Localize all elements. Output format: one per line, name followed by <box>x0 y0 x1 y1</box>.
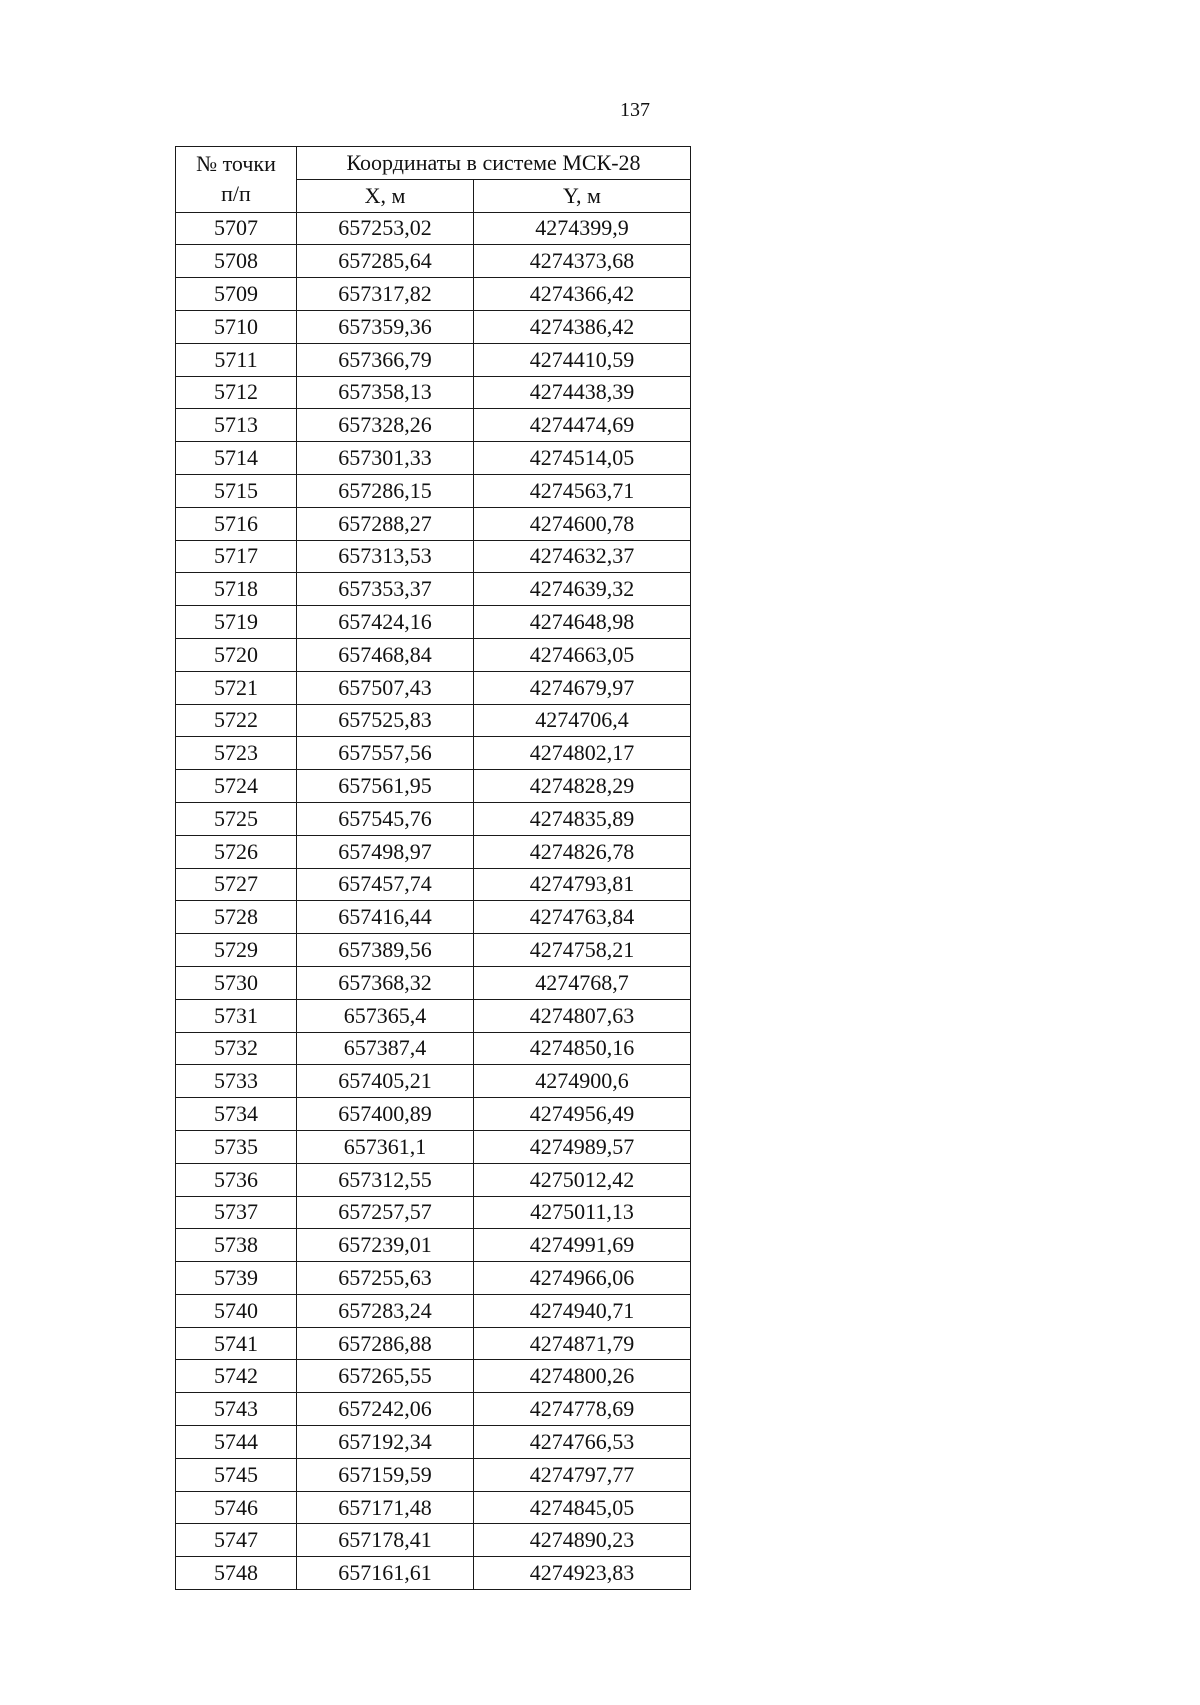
point-number-cell: 5742 <box>176 1360 297 1393</box>
table-row <box>176 966 691 999</box>
point-number-cell: 5738 <box>176 1229 297 1262</box>
table-row <box>176 1360 691 1393</box>
x-coordinate-cell: 657561,95 <box>297 770 474 803</box>
y-coordinate-cell: 4274835,89 <box>474 802 691 835</box>
x-coordinate-cell: 657312,55 <box>297 1163 474 1196</box>
table-row <box>176 278 691 311</box>
table-row <box>176 671 691 704</box>
point-number-cell: 5717 <box>176 540 297 573</box>
point-number-cell: 5732 <box>176 1032 297 1065</box>
y-coordinate-cell: 4274474,69 <box>474 409 691 442</box>
x-coordinate-cell: 657557,56 <box>297 737 474 770</box>
point-number-cell: 5741 <box>176 1327 297 1360</box>
x-coordinate-cell: 657178,41 <box>297 1524 474 1557</box>
y-coordinate-cell: 4274797,77 <box>474 1458 691 1491</box>
point-number-cell: 5722 <box>176 704 297 737</box>
table-row <box>176 770 691 803</box>
table-row <box>176 409 691 442</box>
table-row <box>176 999 691 1032</box>
x-coordinate-cell: 657313,53 <box>297 540 474 573</box>
y-coordinate-cell: 4274386,42 <box>474 310 691 343</box>
point-number-cell: 5740 <box>176 1294 297 1327</box>
y-coordinate-cell: 4274600,78 <box>474 507 691 540</box>
x-coordinate-cell: 657239,01 <box>297 1229 474 1262</box>
y-coordinate-cell: 4274763,84 <box>474 901 691 934</box>
table-row <box>176 1262 691 1295</box>
y-coordinate-cell: 4274679,97 <box>474 671 691 704</box>
point-number-cell: 5739 <box>176 1262 297 1295</box>
x-coordinate-cell: 657400,89 <box>297 1098 474 1131</box>
y-coordinate-cell: 4274366,42 <box>474 278 691 311</box>
table-row <box>176 1557 691 1590</box>
x-coordinate-cell: 657507,43 <box>297 671 474 704</box>
table-row <box>176 343 691 376</box>
point-number-cell: 5710 <box>176 310 297 343</box>
y-coordinate-cell: 4274563,71 <box>474 474 691 507</box>
table-body <box>176 212 691 1589</box>
y-coordinate-cell: 4274438,39 <box>474 376 691 409</box>
point-number-cell: 5720 <box>176 638 297 671</box>
table-row <box>176 507 691 540</box>
y-coordinate-cell: 4274373,68 <box>474 245 691 278</box>
table-row <box>176 802 691 835</box>
x-coordinate-cell: 657525,83 <box>297 704 474 737</box>
x-coordinate-cell: 657171,48 <box>297 1491 474 1524</box>
table-row <box>176 1426 691 1459</box>
y-coordinate-cell: 4274399,9 <box>474 212 691 245</box>
table-row <box>176 310 691 343</box>
x-column-header: X, м <box>297 179 474 212</box>
table-row <box>176 442 691 475</box>
y-coordinate-cell: 4274900,6 <box>474 1065 691 1098</box>
x-coordinate-cell: 657161,61 <box>297 1557 474 1590</box>
table-row <box>176 212 691 245</box>
y-coordinate-cell: 4274514,05 <box>474 442 691 475</box>
point-number-cell: 5736 <box>176 1163 297 1196</box>
y-coordinate-cell: 4274663,05 <box>474 638 691 671</box>
y-coordinate-cell: 4274850,16 <box>474 1032 691 1065</box>
point-number-cell: 5735 <box>176 1130 297 1163</box>
point-number-cell: 5730 <box>176 966 297 999</box>
point-number-cell: 5726 <box>176 835 297 868</box>
y-coordinate-cell: 4274966,06 <box>474 1262 691 1295</box>
y-coordinate-cell: 4274828,29 <box>474 770 691 803</box>
point-number-cell: 5715 <box>176 474 297 507</box>
table-row <box>176 1163 691 1196</box>
y-coordinate-cell: 4274758,21 <box>474 934 691 967</box>
point-number-cell: 5743 <box>176 1393 297 1426</box>
x-coordinate-cell: 657192,34 <box>297 1426 474 1459</box>
table-row <box>176 1294 691 1327</box>
point-number-cell: 5746 <box>176 1491 297 1524</box>
x-coordinate-cell: 657285,64 <box>297 245 474 278</box>
x-coordinate-cell: 657317,82 <box>297 278 474 311</box>
x-coordinate-cell: 657286,88 <box>297 1327 474 1360</box>
point-number-cell: 5737 <box>176 1196 297 1229</box>
y-coordinate-cell: 4274706,4 <box>474 704 691 737</box>
point-number-cell: 5709 <box>176 278 297 311</box>
x-coordinate-cell: 657389,56 <box>297 934 474 967</box>
point-number-cell: 5724 <box>176 770 297 803</box>
table-row <box>176 1098 691 1131</box>
x-coordinate-cell: 657286,15 <box>297 474 474 507</box>
y-coordinate-cell: 4274871,79 <box>474 1327 691 1360</box>
x-coordinate-cell: 657358,13 <box>297 376 474 409</box>
table-row <box>176 573 691 606</box>
table-row <box>176 704 691 737</box>
x-coordinate-cell: 657387,4 <box>297 1032 474 1065</box>
point-number-cell: 5723 <box>176 737 297 770</box>
y-coordinate-cell: 4274778,69 <box>474 1393 691 1426</box>
point-number-cell: 5731 <box>176 999 297 1032</box>
point-number-cell: 5713 <box>176 409 297 442</box>
point-number-cell: 5725 <box>176 802 297 835</box>
x-coordinate-cell: 657159,59 <box>297 1458 474 1491</box>
point-number-cell: 5727 <box>176 868 297 901</box>
y-coordinate-cell: 4274766,53 <box>474 1426 691 1459</box>
y-coordinate-cell: 4274826,78 <box>474 835 691 868</box>
x-coordinate-cell: 657416,44 <box>297 901 474 934</box>
point-number-cell: 5734 <box>176 1098 297 1131</box>
point-number-header <box>176 147 297 213</box>
table-row <box>176 1196 691 1229</box>
x-coordinate-cell: 657365,4 <box>297 999 474 1032</box>
x-coordinate-cell: 657498,97 <box>297 835 474 868</box>
y-coordinate-cell: 4275012,42 <box>474 1163 691 1196</box>
y-coordinate-cell: 4274648,98 <box>474 606 691 639</box>
table-row <box>176 1393 691 1426</box>
x-coordinate-cell: 657468,84 <box>297 638 474 671</box>
header-row-1 <box>176 147 691 180</box>
table-row <box>176 1032 691 1065</box>
y-coordinate-cell: 4274890,23 <box>474 1524 691 1557</box>
y-coordinate-cell: 4274845,05 <box>474 1491 691 1524</box>
y-coordinate-cell: 4275011,13 <box>474 1196 691 1229</box>
y-coordinate-cell: 4274632,37 <box>474 540 691 573</box>
table-row <box>176 1065 691 1098</box>
x-coordinate-cell: 657288,27 <box>297 507 474 540</box>
coordinates-group-header: Координаты в системе МСК-28 <box>297 147 691 180</box>
table-row <box>176 835 691 868</box>
x-coordinate-cell: 657253,02 <box>297 212 474 245</box>
y-coordinate-cell: 4274940,71 <box>474 1294 691 1327</box>
y-coordinate-cell: 4274807,63 <box>474 999 691 1032</box>
table-row <box>176 934 691 967</box>
point-number-cell: 5747 <box>176 1524 297 1557</box>
point-number-cell: 5719 <box>176 606 297 639</box>
y-coordinate-cell: 4274802,17 <box>474 737 691 770</box>
y-coordinate-cell: 4274793,81 <box>474 868 691 901</box>
point-number-cell: 5729 <box>176 934 297 967</box>
point-number-cell: 5711 <box>176 343 297 376</box>
point-number-header-line1: № точки <box>196 151 276 177</box>
x-coordinate-cell: 657545,76 <box>297 802 474 835</box>
x-coordinate-cell: 657368,32 <box>297 966 474 999</box>
y-coordinate-cell: 4274989,57 <box>474 1130 691 1163</box>
y-column-header: Y, м <box>474 179 691 212</box>
x-coordinate-cell: 657353,37 <box>297 573 474 606</box>
table-row <box>176 245 691 278</box>
point-number-cell: 5744 <box>176 1426 297 1459</box>
point-number-cell: 5714 <box>176 442 297 475</box>
point-number-cell: 5733 <box>176 1065 297 1098</box>
page-number: 137 <box>620 99 650 121</box>
table-row <box>176 1458 691 1491</box>
x-coordinate-cell: 657265,55 <box>297 1360 474 1393</box>
table-row <box>176 1491 691 1524</box>
x-coordinate-cell: 657255,63 <box>297 1262 474 1295</box>
point-number-header-line2: п/п <box>221 181 251 207</box>
point-number-cell: 5712 <box>176 376 297 409</box>
table-row <box>176 901 691 934</box>
x-coordinate-cell: 657361,1 <box>297 1130 474 1163</box>
x-coordinate-cell: 657328,26 <box>297 409 474 442</box>
coordinates-table <box>175 146 691 1590</box>
x-coordinate-cell: 657257,57 <box>297 1196 474 1229</box>
x-coordinate-cell: 657405,21 <box>297 1065 474 1098</box>
x-coordinate-cell: 657283,24 <box>297 1294 474 1327</box>
table-row <box>176 540 691 573</box>
y-coordinate-cell: 4274991,69 <box>474 1229 691 1262</box>
x-coordinate-cell: 657359,36 <box>297 310 474 343</box>
x-coordinate-cell: 657457,74 <box>297 868 474 901</box>
x-coordinate-cell: 657366,79 <box>297 343 474 376</box>
y-coordinate-cell: 4274923,83 <box>474 1557 691 1590</box>
point-number-cell: 5721 <box>176 671 297 704</box>
table-row <box>176 376 691 409</box>
table-row <box>176 1327 691 1360</box>
x-coordinate-cell: 657424,16 <box>297 606 474 639</box>
point-number-cell: 5708 <box>176 245 297 278</box>
point-number-cell: 5728 <box>176 901 297 934</box>
y-coordinate-cell: 4274410,59 <box>474 343 691 376</box>
point-number-cell: 5748 <box>176 1557 297 1590</box>
point-number-cell: 5716 <box>176 507 297 540</box>
point-number-cell: 5745 <box>176 1458 297 1491</box>
table-header <box>176 147 691 213</box>
y-coordinate-cell: 4274956,49 <box>474 1098 691 1131</box>
point-number-cell: 5707 <box>176 212 297 245</box>
x-coordinate-cell: 657242,06 <box>297 1393 474 1426</box>
y-coordinate-cell: 4274800,26 <box>474 1360 691 1393</box>
table-row <box>176 474 691 507</box>
table-row <box>176 1229 691 1262</box>
x-coordinate-cell: 657301,33 <box>297 442 474 475</box>
y-coordinate-cell: 4274639,32 <box>474 573 691 606</box>
table-row <box>176 1524 691 1557</box>
table-row <box>176 1130 691 1163</box>
point-number-cell: 5718 <box>176 573 297 606</box>
table-row <box>176 737 691 770</box>
table-row <box>176 868 691 901</box>
table-row <box>176 638 691 671</box>
table-row <box>176 606 691 639</box>
y-coordinate-cell: 4274768,7 <box>474 966 691 999</box>
